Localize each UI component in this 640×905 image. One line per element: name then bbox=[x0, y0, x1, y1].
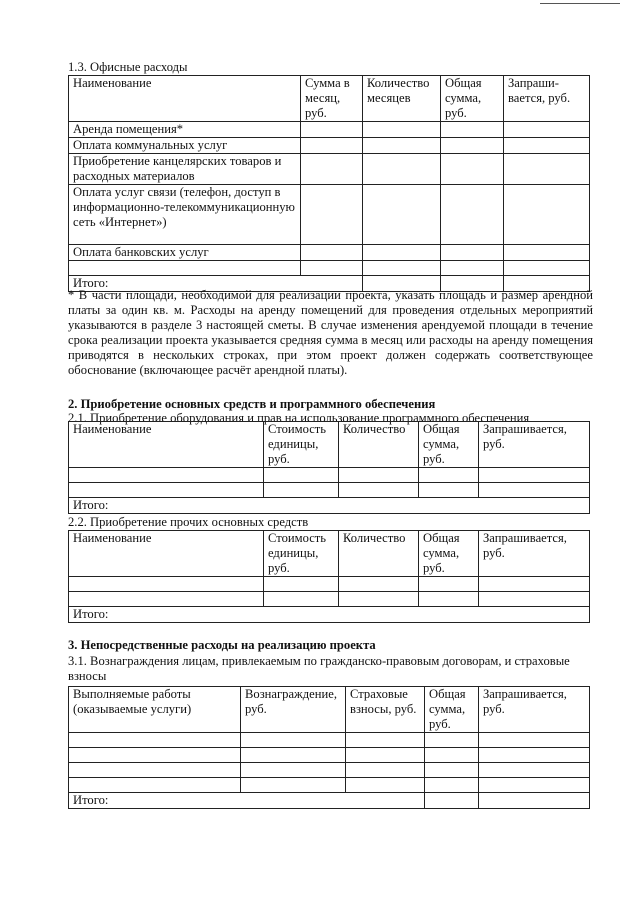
cell[interactable] bbox=[264, 592, 339, 607]
cell[interactable] bbox=[264, 483, 339, 498]
header-cell: Наименование bbox=[69, 422, 264, 468]
cell[interactable] bbox=[301, 185, 363, 245]
equipment-table bbox=[68, 421, 590, 514]
cell[interactable] bbox=[425, 763, 479, 778]
cell[interactable] bbox=[264, 468, 339, 483]
header-cell: Страховые взносы, руб. bbox=[346, 687, 425, 733]
cell[interactable] bbox=[339, 577, 419, 592]
contracts-table bbox=[68, 686, 590, 809]
table-row bbox=[69, 778, 590, 793]
table-row bbox=[69, 577, 590, 592]
cell[interactable] bbox=[346, 763, 425, 778]
header-cell: Вознаграждение, руб. bbox=[241, 687, 346, 733]
cell[interactable] bbox=[69, 483, 264, 498]
cell[interactable] bbox=[479, 483, 590, 498]
row-label[interactable] bbox=[69, 261, 301, 276]
row-label: Аренда помещения* bbox=[69, 122, 301, 138]
section-2-1-title: 2.1. Приобретение оборудования и прав на использование программного обеспечения bbox=[68, 411, 530, 425]
total-label: Итого: bbox=[69, 793, 425, 809]
header-cell: Наименование bbox=[69, 76, 301, 122]
cell[interactable] bbox=[346, 733, 425, 748]
cell[interactable] bbox=[425, 793, 479, 809]
cell[interactable] bbox=[425, 748, 479, 763]
cell[interactable] bbox=[346, 748, 425, 763]
header-cell: Запрашивается, руб. bbox=[479, 687, 590, 733]
cell[interactable] bbox=[479, 793, 590, 809]
header-cell: Общая сумма, руб. bbox=[419, 422, 479, 468]
cell[interactable] bbox=[264, 577, 339, 592]
section-3-heading: 3. Непосредственные расходы на реализацию проекта bbox=[68, 638, 376, 652]
header-cell: Количество bbox=[339, 531, 419, 577]
row-label: Приобретение канцелярских товаров и расходных материалов bbox=[69, 154, 301, 185]
section-3-1-title: 3.1. Вознаграждения лицам, привлекаемым по гражданско-правовым договорам, и страховые взносы bbox=[68, 654, 570, 683]
header-cell: Наименование bbox=[69, 531, 264, 577]
cell[interactable] bbox=[425, 733, 479, 748]
table-row bbox=[69, 154, 590, 185]
other-assets-table bbox=[68, 530, 590, 623]
table-row bbox=[69, 245, 590, 261]
table-row bbox=[69, 592, 590, 607]
row-label: Оплата услуг связи (телефон, доступ в информационно-телекоммуникационную сеть «Интернет») bbox=[69, 185, 301, 245]
cell[interactable] bbox=[419, 468, 479, 483]
section-2-2-title: 2.2. Приобретение прочих основных средств bbox=[68, 515, 309, 529]
header-cell: Стоимость единицы, руб. bbox=[264, 422, 339, 468]
cell[interactable] bbox=[69, 733, 241, 748]
cell[interactable] bbox=[363, 245, 441, 261]
cell[interactable] bbox=[69, 468, 264, 483]
cell[interactable] bbox=[69, 778, 241, 793]
cell[interactable] bbox=[69, 592, 264, 607]
header-rule bbox=[540, 3, 620, 4]
cell[interactable] bbox=[69, 577, 264, 592]
cell[interactable] bbox=[301, 245, 363, 261]
table-row bbox=[69, 733, 590, 748]
header-cell: Выполняемые работы (оказываемые услуги) bbox=[69, 687, 241, 733]
cell[interactable] bbox=[346, 778, 425, 793]
cell[interactable] bbox=[339, 468, 419, 483]
table-header-row bbox=[69, 76, 590, 122]
cell[interactable] bbox=[419, 592, 479, 607]
cell[interactable] bbox=[504, 122, 590, 138]
cell[interactable] bbox=[363, 122, 441, 138]
cell[interactable] bbox=[479, 468, 590, 483]
cell[interactable] bbox=[301, 154, 363, 185]
total-label: Итого: bbox=[69, 498, 590, 514]
table-row bbox=[69, 483, 590, 498]
cell[interactable] bbox=[301, 261, 363, 276]
table-row bbox=[69, 468, 590, 483]
cell[interactable] bbox=[363, 261, 441, 276]
header-cell: Общая сумма, руб. bbox=[425, 687, 479, 733]
cell[interactable] bbox=[441, 261, 504, 276]
cell[interactable] bbox=[363, 185, 441, 245]
cell[interactable] bbox=[504, 138, 590, 154]
total-row bbox=[69, 607, 590, 623]
cell[interactable] bbox=[441, 245, 504, 261]
table-row bbox=[69, 763, 590, 778]
header-cell: Запраши-вается, руб. bbox=[504, 76, 590, 122]
row-label: Оплата коммунальных услуг bbox=[69, 138, 301, 154]
total-row bbox=[69, 498, 590, 514]
total-row bbox=[69, 793, 590, 809]
cell[interactable] bbox=[69, 763, 241, 778]
cell[interactable] bbox=[479, 778, 590, 793]
header-cell: Количество месяцев bbox=[363, 76, 441, 122]
cell[interactable] bbox=[479, 592, 590, 607]
section-1-3-title: 1.3. Офисные расходы bbox=[68, 60, 188, 74]
table-row bbox=[69, 261, 590, 276]
cell[interactable] bbox=[441, 122, 504, 138]
cell[interactable] bbox=[339, 483, 419, 498]
table-row bbox=[69, 185, 590, 245]
office-expenses-table bbox=[68, 75, 590, 292]
header-cell: Стоимость единицы, руб. bbox=[264, 531, 339, 577]
cell[interactable] bbox=[504, 154, 590, 185]
section-2-heading: 2. Приобретение основных средств и программного обеспечения bbox=[68, 397, 436, 411]
cell[interactable] bbox=[69, 748, 241, 763]
cell[interactable] bbox=[504, 245, 590, 261]
cell[interactable] bbox=[441, 154, 504, 185]
table-header-row bbox=[69, 531, 590, 577]
footnote: * В части площади, необходимой для реализации проекта, указать площадь и размер арендной платы за один кв. м. Расходы на аренду помещений для проведения отдельных мероприятий указываются в разделе 3 настоящей сметы. В случае изменения арендуемой площади в течение срока реализации проекта указывается средняя сумма в месяц или расходы на аренду помещения приводятся в нескольких строках, при этом проект должен содержать соответствующее обоснование (включающее расчёт арендной платы). bbox=[68, 288, 593, 377]
cell[interactable] bbox=[479, 763, 590, 778]
cell[interactable] bbox=[241, 778, 346, 793]
table-header-row bbox=[69, 687, 590, 733]
cell[interactable] bbox=[479, 748, 590, 763]
cell[interactable] bbox=[301, 122, 363, 138]
cell[interactable] bbox=[504, 185, 590, 245]
header-cell: Сумма в месяц, руб. bbox=[301, 76, 363, 122]
table-header-row bbox=[69, 422, 590, 468]
table-row bbox=[69, 748, 590, 763]
cell[interactable] bbox=[419, 577, 479, 592]
cell[interactable] bbox=[301, 138, 363, 154]
cell[interactable] bbox=[479, 733, 590, 748]
row-label: Оплата банковских услуг bbox=[69, 245, 301, 261]
cell[interactable] bbox=[241, 733, 346, 748]
cell[interactable] bbox=[241, 748, 346, 763]
header-cell: Общая сумма, руб. bbox=[441, 76, 504, 122]
total-label: Итого: bbox=[69, 607, 590, 623]
cell[interactable] bbox=[363, 154, 441, 185]
header-cell: Запрашивается, руб. bbox=[479, 422, 590, 468]
cell[interactable] bbox=[419, 483, 479, 498]
cell[interactable] bbox=[339, 592, 419, 607]
cell[interactable] bbox=[425, 778, 479, 793]
header-cell: Количество bbox=[339, 422, 419, 468]
header-cell: Общая сумма, руб. bbox=[419, 531, 479, 577]
header-cell: Запрашивается, руб. bbox=[479, 531, 590, 577]
cell[interactable] bbox=[441, 185, 504, 245]
cell[interactable] bbox=[241, 763, 346, 778]
total-label: Итого: bbox=[69, 276, 363, 292]
cell[interactable] bbox=[363, 138, 441, 154]
table-row bbox=[69, 122, 590, 138]
cell[interactable] bbox=[441, 138, 504, 154]
cell[interactable] bbox=[479, 577, 590, 592]
cell[interactable] bbox=[504, 261, 590, 276]
table-row bbox=[69, 138, 590, 154]
